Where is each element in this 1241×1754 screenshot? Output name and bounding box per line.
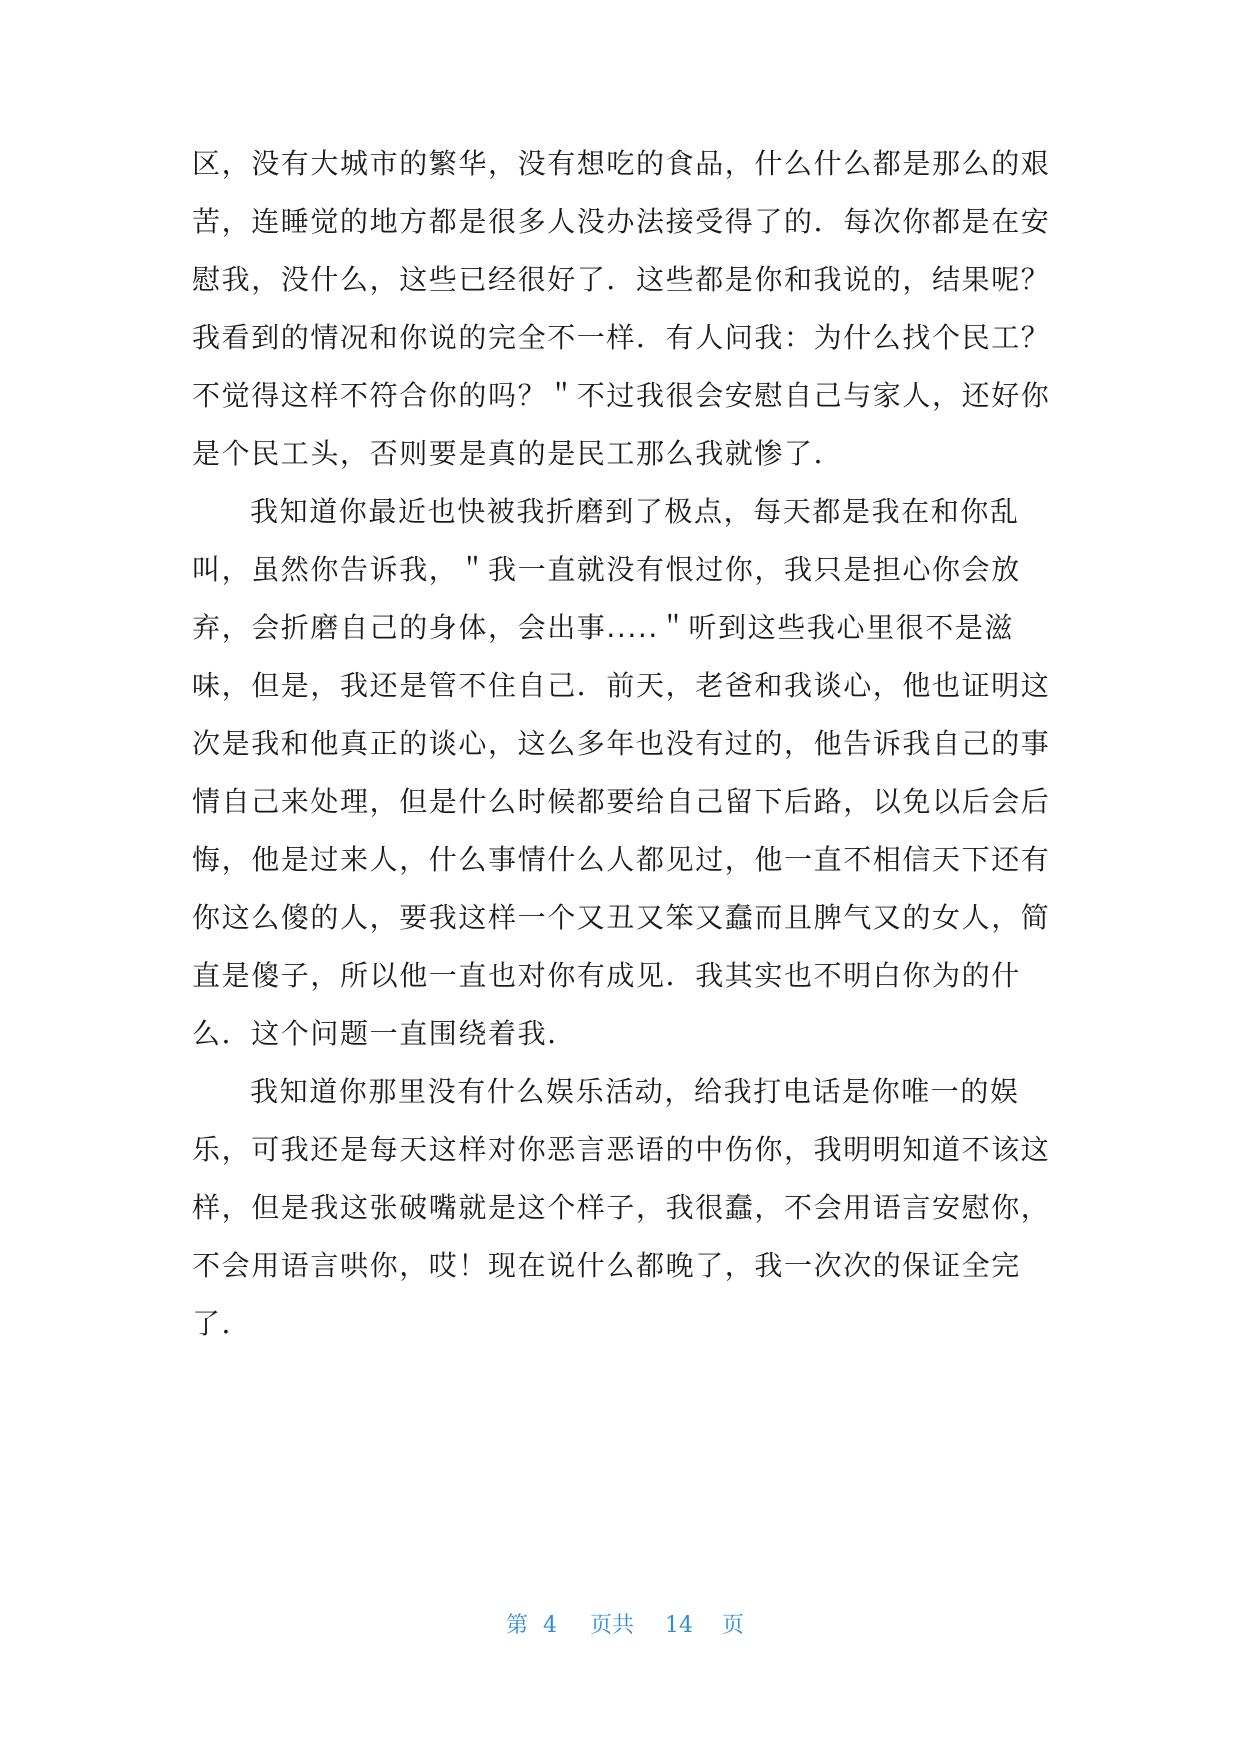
paragraph-2-line-3: 弃，会折磨自己的身体，会出事.....＂听到这些我心里很不是滋 xyxy=(192,611,1015,644)
paragraph-2-line-4: 味，但是，我还是管不住自己．前天，老爸和我谈心，他也证明这 xyxy=(192,669,1051,702)
paragraph-2-line-2: 叫，虽然你告诉我，＂我一直就没有恨过你，我只是担心你会放 xyxy=(192,553,1021,586)
footer-ye: 页 xyxy=(722,1613,745,1638)
paragraph-3-line-1: 我知道你那里没有什么娱乐活动，给我打电话是你唯一的娱 xyxy=(250,1075,1020,1108)
paragraph-2-line-7: 悔，他是过来人，什么事情什么人都见过，他一直不相信天下还有 xyxy=(192,843,1051,876)
footer-page-number: 4 xyxy=(543,1613,557,1638)
paragraph-2-line-1: 我知道你最近也快被我折磨到了极点，每天都是我在和你乱 xyxy=(250,495,1020,528)
footer-ye-gong: 页共 xyxy=(590,1613,635,1638)
paragraph-1-line-5: 不觉得这样不符合你的吗？＂不过我很会安慰自己与家人，还好你 xyxy=(192,379,1051,412)
paragraph-1-line-1: 区，没有大城市的繁华，没有想吃的食品，什么什么都是那么的艰 xyxy=(192,147,1051,180)
paragraph-1-line-4: 我看到的情况和你说的完全不一样．有人问我：为什么找个民工？ xyxy=(192,321,1051,354)
paragraph-3-line-5: 了． xyxy=(192,1307,252,1340)
paragraph-2-line-6: 情自己来处理，但是什么时候都要给自己留下后路，以免以后会后 xyxy=(192,785,1051,818)
page-footer xyxy=(0,1606,1241,1646)
paragraph-2-line-5: 次是我和他真正的谈心，这么多年也没有过的，他告诉我自己的事 xyxy=(192,727,1051,760)
paragraph-2-line-9: 直是傻子，所以他一直也对你有成见．我其实也不明白你为的什 xyxy=(192,959,1021,992)
paragraph-3-line-4: 不会用语言哄你，哎！现在说什么都晚了，我一次次的保证全完 xyxy=(192,1249,1021,1282)
paragraph-3-line-3: 样，但是我这张破嘴就是这个样子，我很蠢，不会用语言安慰你， xyxy=(192,1191,1051,1224)
paragraph-1-line-2: 苦，连睡觉的地方都是很多人没办法接受得了的．每次你都是在安 xyxy=(192,205,1051,238)
paragraph-1-line-3: 慰我，没什么，这些已经很好了．这些都是你和我说的，结果呢？ xyxy=(192,263,1051,296)
paragraph-2-line-10: 么．这个问题一直围绕着我． xyxy=(192,1017,577,1050)
footer-total-pages: 14 xyxy=(665,1613,693,1638)
paragraph-3-line-2: 乐，可我还是每天这样对你恶言恶语的中伤你，我明明知道不该这 xyxy=(192,1133,1051,1166)
paragraph-1-line-6: 是个民工头，否则要是真的是民工那么我就惨了． xyxy=(192,437,844,470)
footer-di: 第 xyxy=(506,1613,529,1638)
paragraph-2-line-8: 你这么傻的人，要我这样一个又丑又笨又蠢而且脾气又的女人，简 xyxy=(192,901,1051,934)
